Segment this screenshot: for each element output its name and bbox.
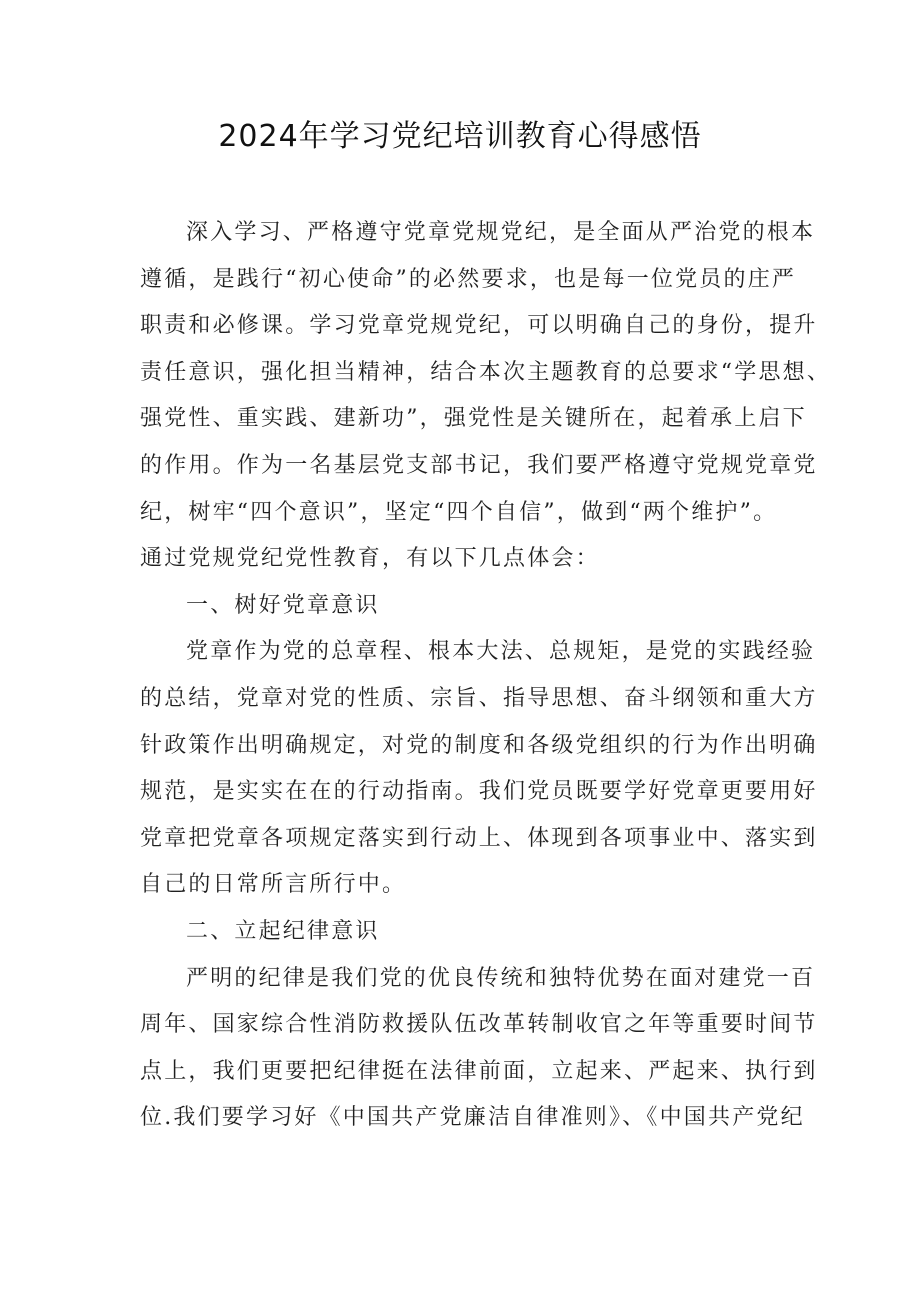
text-line: 职责和必修课。学习党章党规党纪，可以明确自己的身份，提升 [140, 313, 818, 339]
text-line: 党章把党章各项规定落实到行动上、体现到各项事业中、落实到 [140, 825, 818, 851]
text-line: 点上，我们更要把纪律挺在法律前面，立起来、严起来、执行到 [140, 1058, 818, 1084]
text-line: 党章作为党的总章程、根本大法、总规矩，是党的实践经验 [186, 639, 816, 665]
text-line: 强党性、重实践、建新功”，强党性是关键所在，起着承上启下 [140, 406, 807, 432]
text-line: 周年、国家综合性消防救援队伍改革转制收官之年等重要时间节 [140, 1012, 818, 1038]
text-line: 纪，树牢“四个意识”，坚定“四个自信”，做到“两个维护”。 [140, 499, 778, 525]
text-line: 自己的日常所言所行中。 [140, 872, 407, 898]
text-line: 严明的纪律是我们党的优良传统和独特优势在面对建党一百 [186, 965, 816, 991]
text-line: 位.我们要学习好《中国共产党廉洁自律准则》、《中国共产党纪 [140, 1105, 805, 1131]
text-line: 二、立起纪律意识 [186, 918, 380, 944]
text-line: 深入学习、严格遵守党章党规党纪，是全面从严治党的根本 [186, 220, 816, 245]
text-line: 通过党规党纪党性教育，有以下几点体会： [140, 546, 600, 572]
text-line: 规范，是实实在在的行动指南。我们党员既要学好党章更要用好 [140, 779, 818, 805]
text-line: 遵循，是践行“初心使命”的必然要求，也是每一位党员的庄严 [140, 266, 797, 292]
document-title: 2024年学习党纪培训教育心得感悟 [218, 119, 702, 154]
text-line: 的作用。作为一名基层党支部书记，我们要严格遵守党规党章党 [140, 452, 818, 478]
text-line: 责任意识，强化担当精神，结合本次主题教育的总要求“学思想、 [140, 359, 832, 385]
text-line: 的总结，党章对党的性质、宗旨、指导思想、奋斗纲领和重大方 [140, 685, 818, 711]
text-line: 针政策作出明确规定，对党的制度和各级党组织的行为作出明确 [140, 732, 818, 758]
text-line: 一、树好党章意识 [186, 592, 380, 618]
document-body [140, 210, 832, 1142]
